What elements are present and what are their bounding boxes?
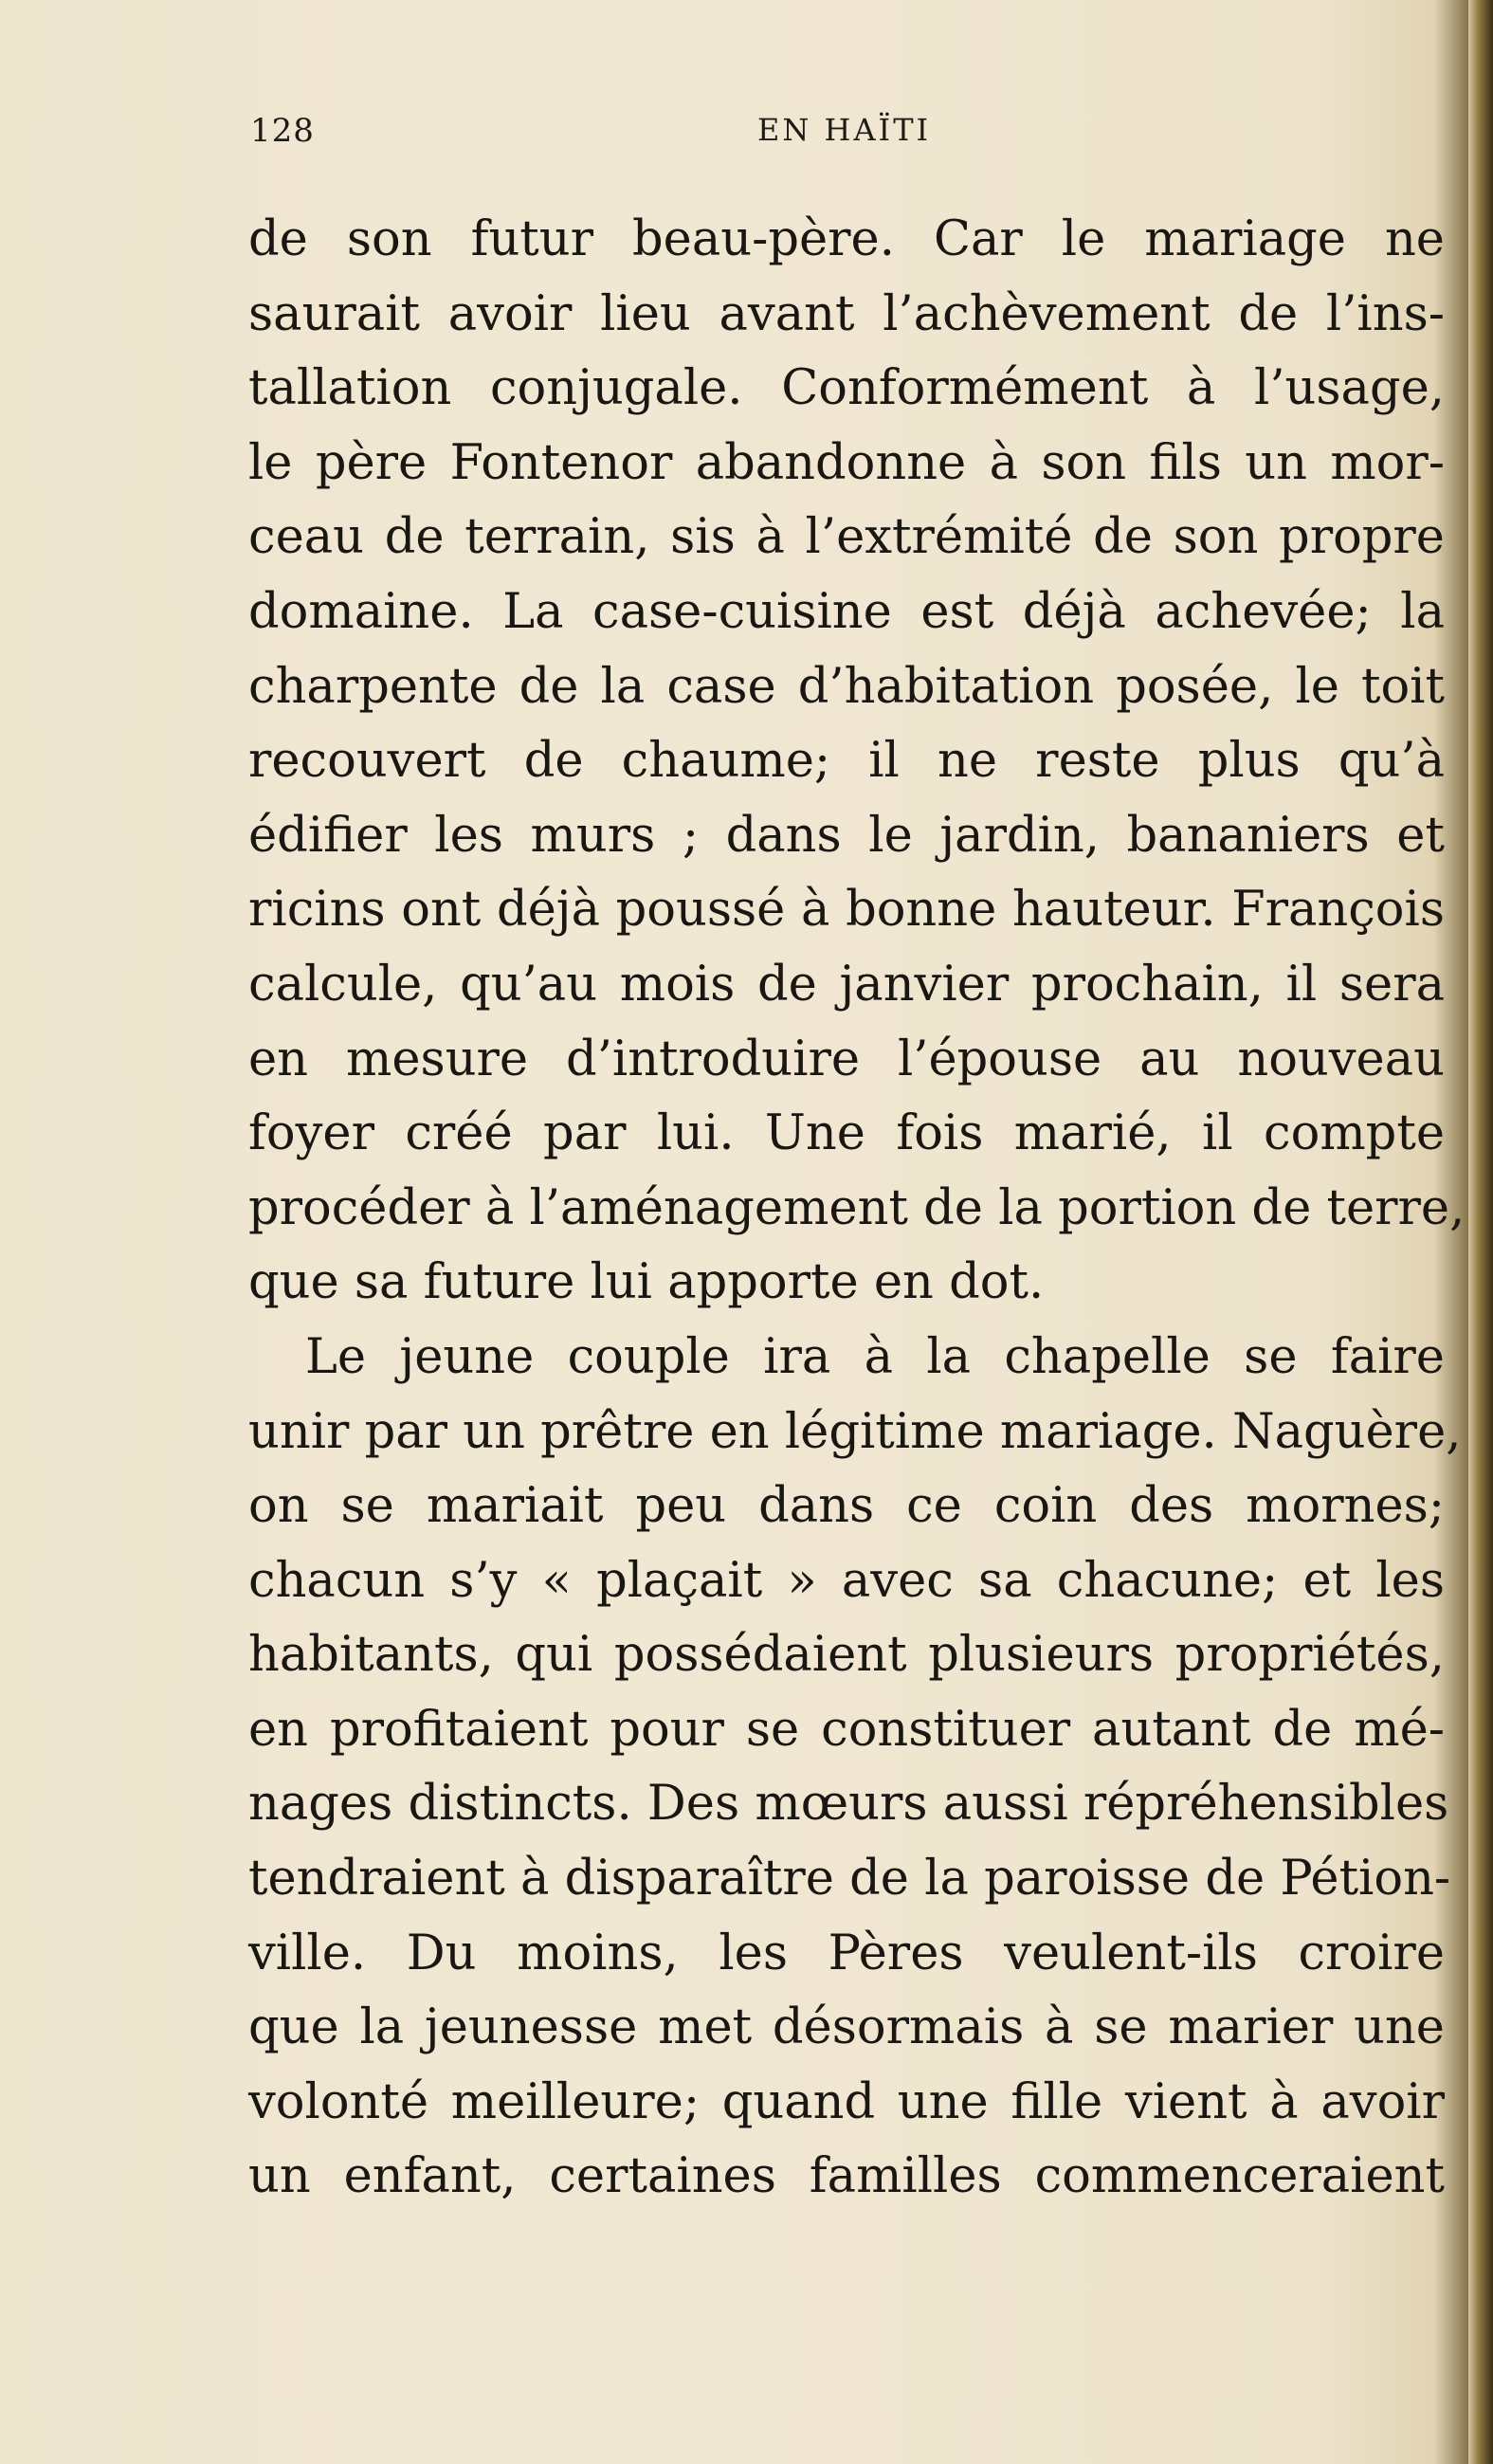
text-line: calcule, qu’au mois de janvier prochain, il sera [248, 956, 1445, 1013]
body-text [248, 203, 1466, 2215]
text-line: volonté meilleure; quand une fille vient à avoir [248, 2073, 1445, 2130]
text-line: que la jeunesse met désormais à se marier une [248, 1999, 1445, 2056]
text-line: en mesure d’introduire l’épouse au nouveau [248, 1031, 1445, 1087]
page-number: 128 [250, 112, 315, 150]
text-line: ville. Du moins, les Pères veulent-ils croire [248, 1925, 1445, 1981]
text-line: le père Fontenor abandonne à son fils un mor- [248, 434, 1445, 491]
text-line: recouvert de chaume; il ne reste plus qu’à [248, 733, 1445, 790]
text-line: tallation conjugale. Conformément à l’usage, [248, 360, 1445, 417]
text-line: en profitaient pour se constituer autant de mé- [248, 1701, 1445, 1758]
text-line: chacun s’y « plaçait » avec sa chacune; et les [248, 1552, 1445, 1609]
text-line: habitants, qui possédaient plusieurs propriétés, [248, 1627, 1445, 1684]
text-line: un enfant, certaines familles commenceraient [248, 2148, 1445, 2205]
paragraph-end-line: que sa future lui apporte en dot. [248, 1254, 1045, 1311]
text-line: édifier les murs ; dans le jardin, bananiers et [248, 807, 1445, 864]
text-line: nages distincts. Des mœurs aussi répréhensibles [248, 1776, 1449, 1833]
page-edge-shadow [1468, 0, 1493, 2464]
text-line: saurait avoir lieu avant l’achèvement de l’ins- [248, 285, 1445, 342]
paragraph-start-line: Le jeune couple ira à la chapelle se faire [305, 1328, 1445, 1385]
text-line: ceau de terrain, sis à l’extrémité de son propre [248, 509, 1445, 566]
text-line: ricins ont déjà poussé à bonne hauteur. François [248, 882, 1445, 939]
text-line: charpente de la case d’habitation posée, le toit [248, 658, 1445, 715]
text-line: foyer créé par lui. Une fois marié, il compte [248, 1105, 1445, 1162]
running-title: EN HAÏTI [757, 112, 932, 148]
page-header [250, 112, 1473, 169]
text-line: on se mariait peu dans ce coin des mornes; [248, 1478, 1445, 1535]
text-line: procéder à l’aménagement de la portion de terre, [248, 1179, 1466, 1236]
text-line: domaine. La case-cuisine est déjà achevée; la [248, 583, 1445, 640]
text-line: unir par un prêtre en légitime mariage. Naguère, [248, 1403, 1462, 1460]
text-line: tendraient à disparaître de la paroisse de Pétion- [248, 1851, 1451, 1907]
text-line: de son futur beau-père. Car le mariage ne [248, 211, 1445, 267]
